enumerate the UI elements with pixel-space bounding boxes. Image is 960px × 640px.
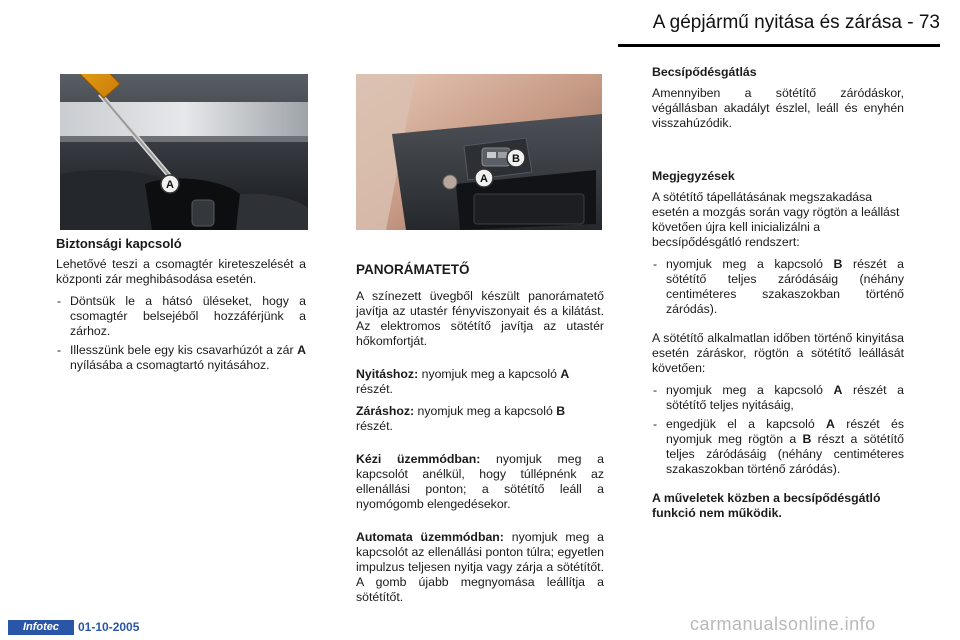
note-list	[652, 257, 904, 317]
text-run: Illesszünk bele egy kis csavarhúzót a zár	[70, 343, 298, 357]
trunk-lock-photo	[60, 74, 308, 230]
text-run: részét a sötétítő teljes záródásáig (néhány centiméteres szakaszokban történő záródás).	[666, 257, 904, 316]
header-rule	[618, 44, 940, 47]
section-heading: Megjegyzések	[652, 169, 735, 183]
bold-run: B	[802, 432, 812, 446]
text-run: nyomjuk meg a kapcsolót anélkül, hogy túllépnénk az ellenállási ponton; a sötétítő leáll a nyomógomb elengedésekor.	[356, 452, 604, 511]
text-run: nyomjuk meg a kapcsoló	[666, 257, 834, 271]
list-item	[652, 417, 904, 477]
safety-switch-section	[56, 236, 306, 379]
paragraph: Amennyiben a sötétítő záródáskor, végállásban akadályt észlel, leáll és enyhén visszahúzódik.	[652, 86, 904, 130]
text-run: engedjük el a kapcsoló	[666, 417, 827, 431]
bold-run: Automata üzemmódban:	[356, 530, 504, 544]
print-date: 01-10-2005	[78, 620, 140, 634]
text-run: nyomjuk meg a kapcsoló	[666, 383, 834, 397]
list-item	[652, 257, 904, 317]
anti-pinch-section	[652, 65, 904, 528]
text-run: részét a sötétítő teljes nyitásáig,	[666, 383, 904, 412]
paragraph: A sötétítő tápellátásának megszakadása esetén a mozgás során vagy rögtön a leállást követően újra kell inicializálni a becsípődésgátló rendszert:	[652, 190, 900, 249]
bold-run: A	[297, 343, 306, 357]
section-heading: Becsípődésgátlás	[652, 65, 757, 79]
text-run: nyílásába a csomagtartó nyitásához.	[70, 358, 270, 372]
section-heading: PANORÁMATETŐ	[356, 262, 470, 277]
bold-run: Záráshoz:	[356, 404, 415, 418]
section-heading: Biztonsági kapcsoló	[56, 236, 182, 251]
paragraph	[356, 404, 604, 434]
text-run: nyomjuk meg a kapcsoló	[418, 367, 561, 381]
label-a-marker: A	[166, 179, 174, 191]
roof-switch-photo	[356, 74, 602, 230]
bold-run: A	[833, 383, 843, 397]
list-item	[56, 343, 306, 373]
list-item: - Döntsük le a hátsó üléseket, hogy a csomagtér belsejéből hozzáférjünk a zárhoz.	[56, 294, 306, 339]
step-list	[652, 383, 904, 477]
paragraph: A színezett üvegből készült panorámatető javítja az utastér fényviszonyait és a kilátást. Az elektromos sötétítő javítja az utastér hőkomfortját.	[356, 289, 604, 348]
text-run: nyomjuk meg a kapcsoló	[414, 404, 557, 418]
label-a-marker: A	[480, 173, 488, 185]
paragraph	[356, 530, 604, 605]
bold-run: A	[560, 367, 570, 381]
label-b-marker: B	[512, 153, 520, 165]
watermark-site: carmanualsonline.info	[690, 614, 876, 634]
bold-run: Nyitáshoz:	[356, 367, 419, 381]
infotec-logo: Infotec	[8, 620, 74, 635]
paragraph: A sötétítő alkalmatlan időben történő kinyitása esetén záráskor, rögtön a sötétítő leállását követően:	[652, 331, 904, 375]
bold-run: A műveletek közben a becsípődésgátló funkció nem működik.	[652, 491, 881, 520]
bold-run: B	[556, 404, 566, 418]
panoramic-roof-section	[356, 262, 604, 612]
page-title: A gépjármű nyitása és zárása - 73	[652, 12, 940, 33]
list-item	[652, 383, 904, 413]
bold-run: Kézi üzemmódban:	[356, 452, 481, 466]
text-run: részét.	[356, 419, 393, 433]
roof-switch-illustration	[356, 74, 602, 230]
text-run: részét.	[356, 382, 393, 396]
bold-run: A	[826, 417, 835, 431]
text-run: részét és nyomjuk meg rögtön a	[666, 417, 904, 446]
paragraph: Lehetővé teszi a csomagtér kireteszelését a központi zár meghibásodása esetén.	[56, 257, 306, 286]
bold-run: B	[833, 257, 843, 271]
paragraph	[356, 452, 604, 512]
step-list	[56, 294, 306, 373]
text-run: nyomjuk meg a kapcsolót az ellenállási ponton túlra; egyetlen impulzus teljesen nyitja vagy zárja a sötétítőt. A gomb újabb megnyomása leállítja a sötétítőt.	[356, 530, 604, 604]
trunk-lock-illustration	[60, 74, 308, 230]
text-run: részt a sötétítő teljes záródásáig (néhány centiméteres szakaszokban történő záródás).	[666, 432, 904, 476]
warning-text	[652, 491, 904, 521]
paragraph	[356, 367, 604, 397]
